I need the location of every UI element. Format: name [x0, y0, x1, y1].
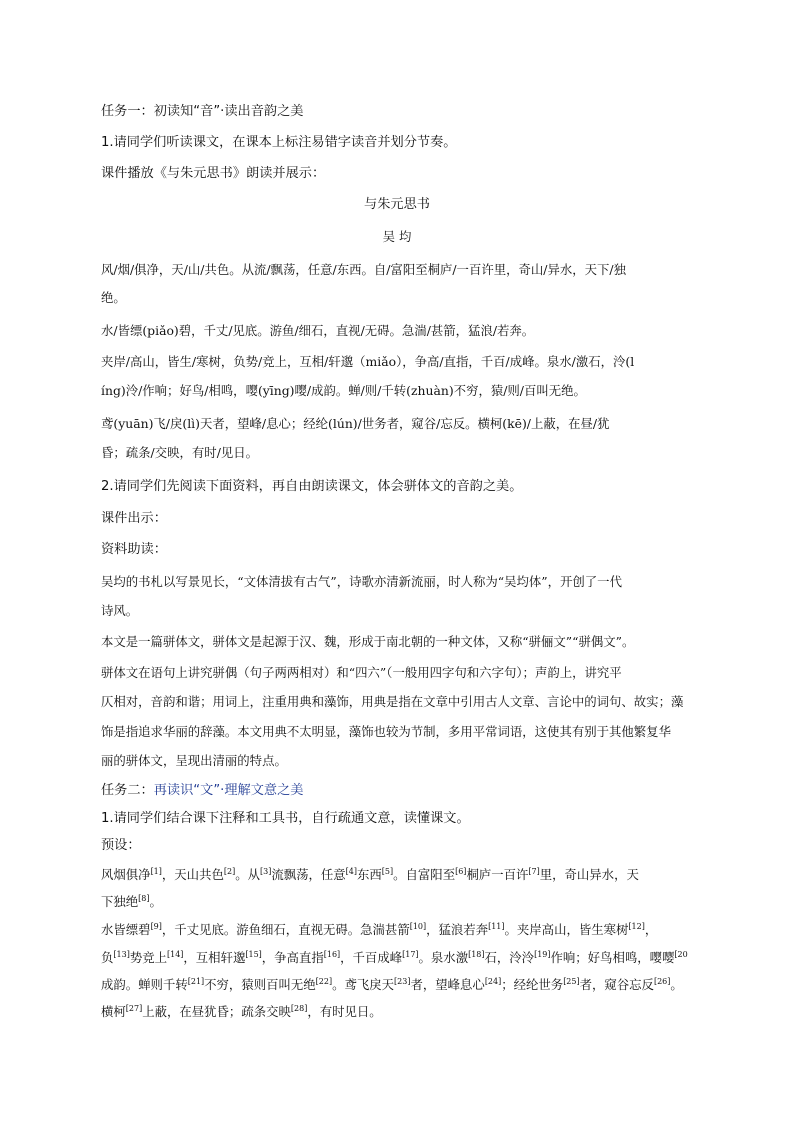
footnote-marker: [21]: [187, 977, 205, 986]
text-run: 。鸢飞戾天: [332, 977, 395, 992]
footnote-marker: [19]: [534, 950, 551, 959]
task2-heading-prefix: 任务二：: [101, 783, 154, 798]
material-p3-line2: 仄相对，音韵和谐；用词上，注重用典和藻饰，用典是指在文章中引用古人文章、言论中的词句、故实；藻: [101, 694, 684, 709]
text-run: 。夹岸高山，皆生寒树: [504, 922, 629, 937]
text-run: 。: [670, 977, 683, 992]
footnote-marker: [13]: [113, 950, 130, 959]
text-run: 上蔽，在昼犹昏；疏条交映: [142, 1004, 291, 1019]
text-run: 东西: [357, 867, 382, 882]
preset-label: 预设：: [101, 838, 141, 853]
text-run: 作响；好鸟相鸣，嘤嘤: [550, 950, 675, 965]
footnote-marker: [16]: [323, 950, 341, 959]
poem-title: 与朱元思书: [364, 197, 430, 212]
text-run: 桐庐一百许: [466, 867, 529, 882]
text-run: 。泉水激: [418, 950, 469, 965]
footnote-marker: [8]: [138, 894, 150, 903]
text-run: ，有时见日。: [307, 1004, 382, 1019]
text-run: 。从: [235, 867, 260, 882]
task2-step1: 1.请同学们结合课下注释和工具书，自行疏通文意，读懂课文。: [101, 811, 470, 826]
task1-step2: 2.请同学们先阅读下面资料，再自由朗读课文，体会骈体文的音韵之美。: [101, 479, 523, 494]
poem-p1-line2: 绝。: [101, 290, 126, 305]
text-run: 风烟俱净: [101, 867, 151, 882]
footnote-marker: [1]: [150, 867, 162, 876]
poem-p3-line1: 夹岸/高山，皆生/寒树，负势/竞上，互相/轩邈（miǎo），争高/直指，千百/成峰。泉水/激石，泠(l: [101, 354, 635, 369]
material-p1-line1: 吴均的书札以写景见长，“文体清拔有古气”，诗歌亦清新流丽，时人称为“吴均体”，开创了一代: [101, 574, 622, 589]
task1-heading: 任务一：初读知“音”·读出音韵之美: [101, 104, 304, 119]
text-run: 成韵。蝉则千转: [101, 977, 188, 992]
footnote-marker: [25]: [563, 977, 580, 986]
text-run: ；经纶世务: [501, 977, 564, 992]
text-run: 下独绝: [101, 894, 139, 909]
text-run: ，猛浪若奔: [426, 922, 489, 937]
text-run: 横柯: [101, 1004, 126, 1019]
text-run: 。自富阳至: [393, 867, 456, 882]
footnote-marker: [9]: [150, 922, 162, 931]
footnote-marker: [18]: [468, 950, 485, 959]
footnote-marker: [26]: [653, 977, 671, 986]
poem-p4-line2: 昏；疏条/交映，有时/见日。: [101, 445, 259, 460]
material-p3-line3: 饰是指追求华丽的辞藻。本文用典不太明显，藻饰也较为节制，多用平常词语，这使其有别于其他繁复华: [101, 724, 671, 739]
annotated-line-4: [101, 949, 688, 967]
text-run: 者，窥谷忘反: [579, 977, 654, 992]
text-run: ，千丈见底。游鱼细石，直视无碍。急湍甚箭: [161, 922, 410, 937]
text-run: 流飘荡，任意: [271, 867, 346, 882]
footnote-marker: [6]: [455, 867, 467, 876]
annotated-line-6: [101, 1003, 382, 1021]
footnote-marker: [17]: [402, 950, 419, 959]
text-run: ，: [644, 922, 658, 937]
task2-heading-title: 再读识“文”·理解文意之美: [153, 783, 304, 798]
footnote-marker: [23]: [394, 977, 411, 986]
task1-intro: 课件播放《与朱元思书》朗读并展示：: [101, 166, 326, 181]
material-p2-line1: 本文是一篇骈体文，骈体文是起源于汉、魏，形成于南北朝的一种文体，又称“骈俪文”“骈偶文”。: [101, 634, 635, 649]
text-run: 势竞上: [129, 950, 167, 965]
footnote-marker: [20: [674, 950, 688, 959]
text-run: ，天山共色: [161, 867, 224, 882]
material-p3-line1: 骈体文在语句上讲究骈偶（句子两两相对）和“四六”（一般用四字句和六字句）；声韵上，讲究平: [101, 665, 622, 680]
text-run: 者，望峰息心: [410, 977, 485, 992]
text-run: 。: [149, 894, 162, 909]
poem-p3-line2: íng)泠/作响；好鸟/相鸣，嘤(yīng)嘤/成韵。蝉/则/千转(zhuàn)不穷，猿/则/百叫无绝。: [101, 383, 586, 398]
footnote-marker: [22]: [315, 977, 333, 986]
text-run: 石，泠泠: [484, 950, 535, 965]
annotated-line-1: [101, 866, 639, 884]
poem-p4-line1: 鸢(yuān)飞/戾(lì)天者，望峰/息心；经纶(lún)/世务者，窥谷/忘反。横柯(kē)/上蔽，在昼/犹: [101, 416, 610, 431]
poem-author: 吴 均: [382, 229, 412, 244]
task1-step1: 1.请同学们听读课文，在课本上标注易错字读音并划分节奏。: [101, 135, 457, 150]
text-run: ，互相轩邈: [183, 950, 246, 965]
material-p3-line4: 丽的骈体文，呈现出清丽的特点。: [101, 753, 287, 768]
footnote-marker: [2]: [223, 867, 236, 876]
footnote-marker: [24]: [484, 977, 502, 986]
poem-p1-line1: 风/烟/俱净，天/山/共色。从流/飘荡，任意/东西。自/富阳至桐庐/一百许里，奇山/异水，天下/独: [101, 262, 626, 277]
footnote-marker: [3]: [259, 867, 272, 876]
footnote-marker: [5]: [381, 867, 394, 876]
text-run: 不穷，猿则百叫无绝: [204, 977, 316, 992]
annotated-line-3: [101, 921, 657, 939]
footnote-marker: [4]: [345, 867, 358, 876]
footnote-marker: [10]: [409, 922, 427, 931]
footnote-marker: [12]: [628, 922, 645, 931]
task2-heading: [101, 782, 303, 800]
text-run: 负: [101, 950, 114, 965]
material-p1-line2: 诗风。: [101, 603, 139, 618]
footnote-marker: [14]: [166, 950, 184, 959]
footnote-marker: [15]: [245, 950, 262, 959]
poem-p2-line1: 水/皆缥(piǎo)碧，千丈/见底。游鱼/细石，直视/无碍。急湍/甚箭，猛浪/若奔。: [101, 323, 535, 338]
material-title: 资料助读：: [101, 542, 167, 557]
annotated-line-5: [101, 976, 683, 994]
text-run: 水皆缥碧: [101, 922, 151, 937]
footnote-marker: [28]: [290, 1004, 308, 1013]
text-run: ，千百成峰: [340, 950, 403, 965]
text-run: ，争高直指: [261, 950, 324, 965]
courseware-label: 课件出示：: [101, 511, 167, 526]
footnote-marker: [27]: [125, 1004, 143, 1013]
footnote-marker: [7]: [528, 867, 540, 876]
text-run: 里，奇山异水，天: [539, 867, 639, 882]
footnote-marker: [11]: [488, 922, 505, 931]
annotated-line-2: [101, 893, 162, 911]
